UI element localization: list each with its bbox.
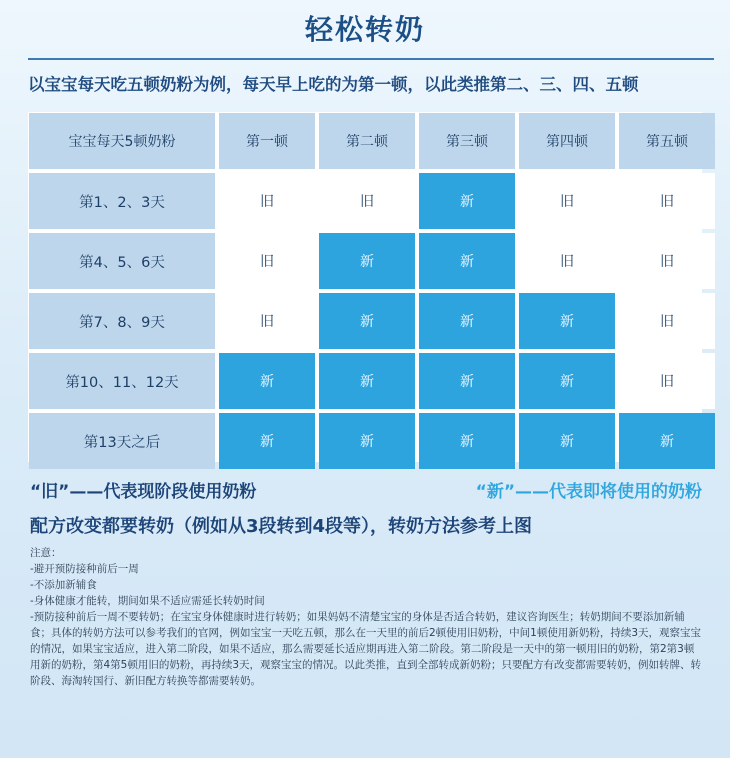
page-title: 轻松转奶 (304, 13, 425, 46)
table-cell: 旧 (619, 293, 715, 349)
row-label: 第7、8、9天 (29, 293, 215, 349)
table-cell: 旧 (219, 233, 315, 289)
formula-change-headline: 配方改变都要转奶（例如从3段转到4段等），转奶方法参考上图 (30, 516, 533, 537)
row-label: 第13天之后 (29, 413, 215, 469)
table-cell: 新 (419, 413, 515, 469)
legend-old: “旧”——代表现阶段使用奶粉 (30, 482, 257, 502)
note-item: -身体健康才能转，期间如果不适应需延长转奶时间 (30, 595, 265, 607)
legend-new: “新”——代表即将使用的奶粉 (475, 482, 702, 502)
note-item: -避开预防接种前后一周 (30, 563, 139, 575)
table-cell: 新 (419, 173, 515, 229)
row-label: 第10、11、12天 (29, 353, 215, 409)
column-header: 第一顿 (219, 113, 315, 169)
notes-section (30, 545, 702, 689)
subtitle: 以宝宝每天吃五顿奶粉为例，每天早上吃的为第一顿，以此类推第二、三、四、五顿 (28, 75, 639, 94)
table-cell: 新 (519, 293, 615, 349)
table-cell: 旧 (619, 353, 715, 409)
notes-heading: 注意： (30, 547, 62, 559)
table-cell: 新 (519, 413, 615, 469)
table-cell: 旧 (219, 293, 315, 349)
table-cell: 新 (319, 413, 415, 469)
column-header: 第四顿 (519, 113, 615, 169)
table-cell: 新 (219, 413, 315, 469)
table-cell: 新 (619, 413, 715, 469)
table-cell: 新 (319, 293, 415, 349)
table-cell: 新 (219, 353, 315, 409)
table-cell: 新 (519, 353, 615, 409)
table-cell: 旧 (319, 173, 415, 229)
row-label: 第4、5、6天 (29, 233, 215, 289)
column-header: 第五顿 (619, 113, 715, 169)
column-header: 第三顿 (419, 113, 515, 169)
table-cell: 旧 (519, 233, 615, 289)
table-cell: 旧 (619, 173, 715, 229)
table-cell: 新 (319, 233, 415, 289)
table-cell: 新 (319, 353, 415, 409)
table-corner-header: 宝宝每天5顿奶粉 (29, 113, 215, 169)
table-cell: 旧 (519, 173, 615, 229)
table-cell: 旧 (619, 233, 715, 289)
row-label: 第1、2、3天 (29, 173, 215, 229)
title-divider (28, 58, 714, 60)
table-cell: 新 (419, 233, 515, 289)
note-paragraph: -预防接种前后一周不要转奶；在宝宝身体健康时进行转奶；如果妈妈不清楚宝宝的身体是否适合转奶，建议咨询医生；转奶期间不要添加新辅食；具体的转奶方法可以参考我们的官网，例如宝宝一天吃五顿，那么在一天里的前后2顿使用旧奶粉，中间1顿使用新奶粉，持续3天，观察宝宝的情况，如果宝宝适应，进入第二阶段，如果不适应，那么需要延长适应期再进入第二阶段。第二阶段是一天中的第一顿用旧的奶粉，第2第3顿用新的奶粉，第4第5顿用旧的奶粉，再持续3天，观察宝宝的情况。以此类推，直到全部转成新奶粉；只要配方有改变都需要转奶，例如转牌、转阶段、海淘转国行、新旧配方转换等都需要转奶。 (30, 611, 702, 687)
table-cell: 新 (419, 293, 515, 349)
transition-table (28, 112, 702, 462)
table-cell: 旧 (219, 173, 315, 229)
table-cell: 新 (419, 353, 515, 409)
column-header: 第二顿 (319, 113, 415, 169)
note-item: -不添加新辅食 (30, 579, 97, 591)
